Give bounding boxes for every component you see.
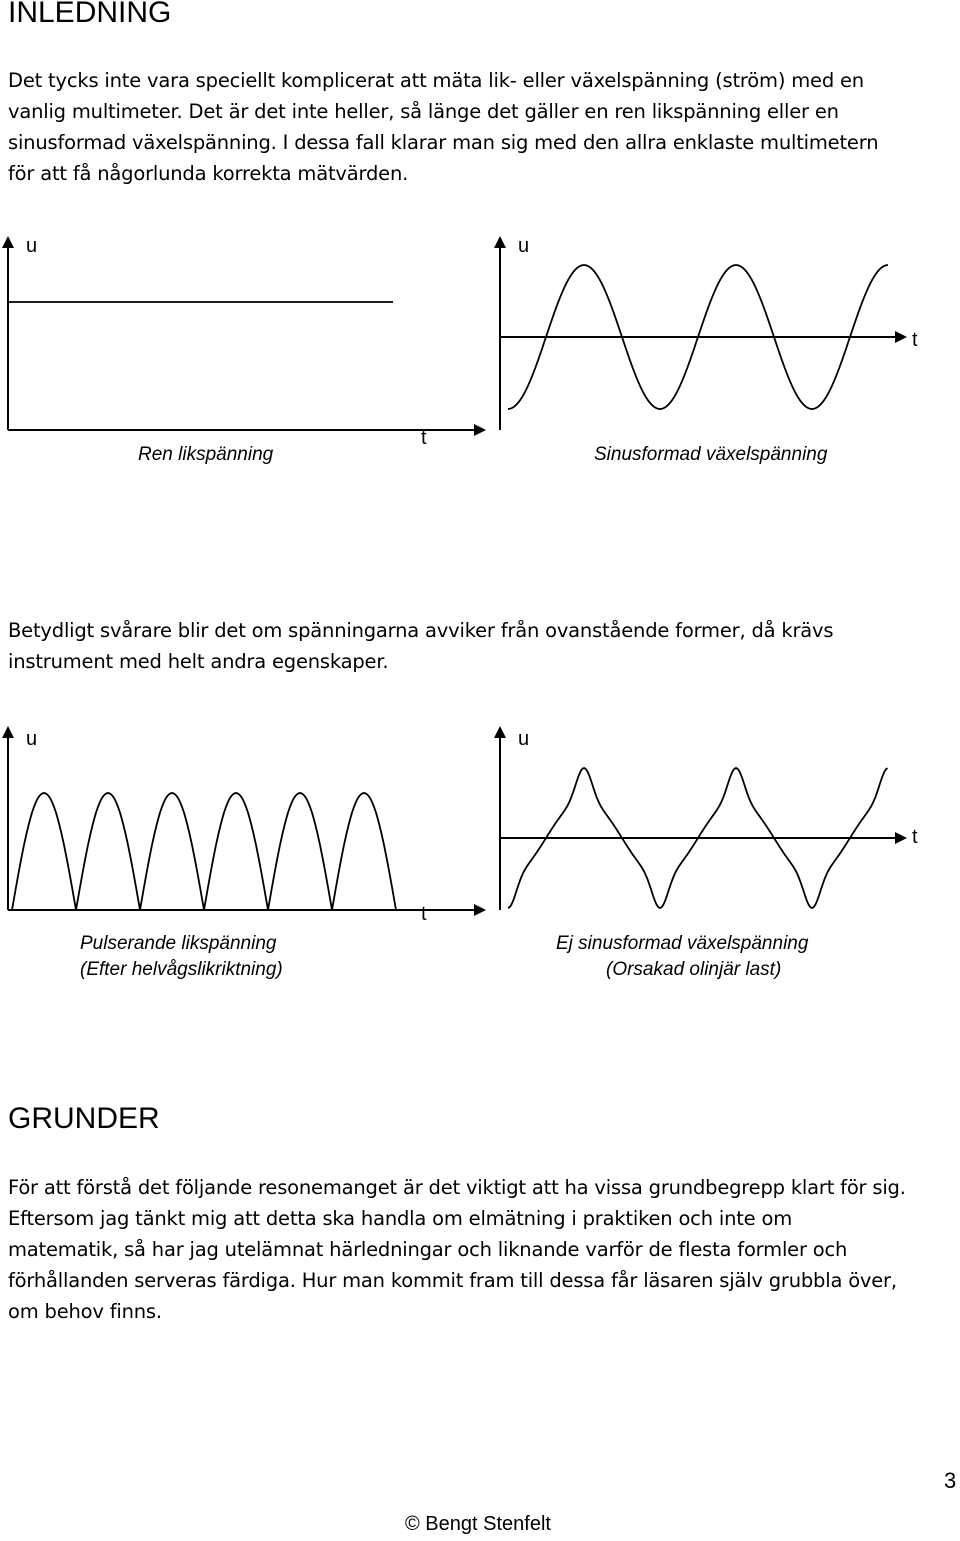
distorted-y-label: u <box>518 728 530 750</box>
rectified-waveform <box>12 793 396 910</box>
section2-paragraph <box>8 615 833 677</box>
sine-y-label: u <box>518 235 530 257</box>
figure-rectified-and-distorted <box>0 715 960 1015</box>
dc-caption: Ren likspänning <box>138 444 274 465</box>
intro-line: Det tycks inte vara speciellt komplicerat att mäta lik- eller växelspänning (ström) med en <box>8 69 864 92</box>
distorted-x-label: t <box>912 826 918 848</box>
section2-line: instrument med helt andra egenskaper. <box>8 650 389 673</box>
intro-paragraph <box>8 65 878 189</box>
sine-caption: Sinusformad växelspänning <box>594 444 828 465</box>
grunder-line: Eftersom jag tänkt mig att detta ska handla om elmätning i praktiken och inte om <box>8 1207 792 1230</box>
dc-x-label: t <box>421 427 427 449</box>
heading-inledning: INLEDNING <box>8 0 172 29</box>
intro-line: sinusformad växelspänning. I dessa fall klarar man sig med den allra enklaste multimetern <box>8 131 879 154</box>
grunder-line: om behov finns. <box>8 1300 162 1323</box>
sine-x-label: t <box>912 329 918 351</box>
grunder-line: förhållanden serveras färdiga. Hur man kommit fram till dessa får läsaren själv grubbla över, <box>8 1269 897 1292</box>
grunder-line: matematik, så har jag utelämnat härledningar och liknande varför de flesta formler och <box>8 1238 848 1261</box>
intro-line: vanlig multimeter. Det är det inte heller, så länge det gäller en ren likspänning eller en <box>8 100 839 123</box>
section2-line: Betydligt svårare blir det om spänningarna avviker från ovanstående former, då krävs <box>8 619 834 642</box>
heading-grunder: GRUNDER <box>8 1102 160 1135</box>
intro-line: för att få någorlunda korrekta mätvärden. <box>8 162 409 185</box>
pulse-caption-line1: Pulserande likspänning <box>80 933 277 954</box>
pulse-caption-line2: (Efter helvågslikriktning) <box>80 959 283 980</box>
pulse-x-label: t <box>421 903 427 925</box>
grunder-line: För att förstå det följande resonemanget är det viktigt att ha vissa grundbegrepp klart för sig. <box>8 1176 906 1199</box>
page-number: 3 <box>944 1468 957 1493</box>
distorted-caption-line1: Ej sinusformad växelspänning <box>556 933 809 954</box>
pulse-y-label: u <box>26 728 38 750</box>
dc-y-label: u <box>26 235 38 257</box>
grunder-paragraph <box>8 1172 906 1327</box>
footer-copyright: © Bengt Stenfelt <box>405 1513 551 1535</box>
distorted-caption-line2: (Orsakad olinjär last) <box>606 959 782 980</box>
